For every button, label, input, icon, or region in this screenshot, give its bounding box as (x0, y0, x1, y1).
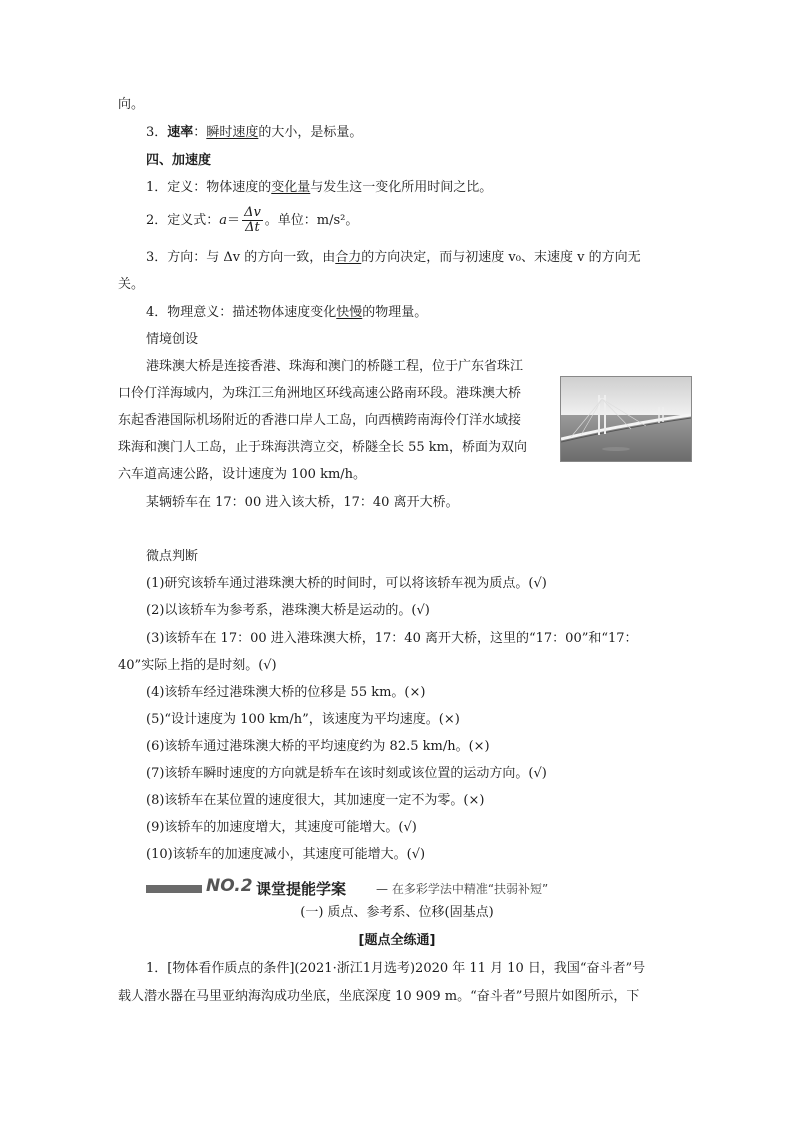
judgment-item: (1)研究该轿车通过港珠澳大桥的时间时，可以将该轿车视为质点。(√) (146, 576, 547, 591)
context-paragraph: 六车道高速公路，设计速度为 100 km/h。 (118, 467, 367, 482)
question-text: 载人潜水器在马里亚纳海沟成功坐底，坐底深度 10 909 m。“奋斗者”号照片如图所示，下 (118, 989, 640, 1004)
bridge-photo (560, 376, 692, 462)
context-paragraph: 珠海和澳门人工岛，止于珠海洪湾立交，桥隧全长 55 km，桥面为双向 (118, 440, 528, 455)
banner-subtitle: — 在多彩学法中精准“扶弱补短” (376, 882, 549, 896)
subsection-subheading: [题点全练通] (358, 933, 436, 948)
judgment-item: 40”实际上指的是时刻。(√) (118, 658, 277, 673)
judgment-item: (3)该轿车在 17：00 进入港珠澳大桥，17：40 离开大桥，这里的“17：00”和“17： (146, 631, 638, 646)
judgment-heading: 微点判断 (146, 549, 199, 564)
judgment-item: (2)以该轿车为参考系，港珠澳大桥是运动的。(√) (146, 603, 430, 618)
accel-formula: 2．定义式：a＝ $\frac{\Delta v}{\Delta t}$ 。单位：m/s²。 (146, 205, 359, 235)
judgment-item: (7)该轿车瞬时速度的方向就是轿车在该时刻或该位置的运动方向。(√) (146, 766, 547, 781)
context-paragraph: 某辆轿车在 17：00 进入该大桥，17：40 离开大桥。 (146, 495, 459, 510)
banner-title: 课堂提能学案 (256, 880, 347, 898)
accel-direction: 3．方向：与 Δv 的方向一致，由合力的方向决定，而与初速度 v₀、末速度 v 的方向无 (146, 250, 641, 265)
formula-fraction: $\frac{\Delta v}{\Delta t}$ (244, 205, 261, 235)
judgment-item: (6)该轿车通过港珠澳大桥的平均速度约为 82.5 km/h。(×) (146, 739, 490, 754)
context-paragraph: 港珠澳大桥是连接香港、珠海和澳门的桥隧工程，位于广东省珠江 (146, 359, 524, 374)
judgment-item: (10)该轿车的加速度减小，其速度可能增大。(√) (146, 847, 426, 862)
accel-meaning: 4．物理意义：描述物体速度变化快慢的物理量。 (146, 305, 428, 320)
judgment-item: (8)该轿车在某位置的速度很大，其加速度一定不为零。(×) (146, 793, 485, 808)
context-heading: 情境创设 (146, 332, 199, 347)
text-line: 向。 (118, 97, 145, 112)
accel-definition: 1．定义：物体速度的变化量与发生这一变化所用时间之比。 (146, 180, 493, 195)
context-paragraph: 东起香港国际机场附近的香港口岸人工岛，向西横跨南海伶仃洋水域接 (118, 413, 522, 428)
text-line: 关。 (118, 277, 145, 292)
question-text: 1．[物体看作质点的条件](2021·浙江1月选考)2020 年 11 月 10 日，我国“奋斗者”号 (146, 961, 646, 976)
section-heading: 四、加速度 (146, 153, 212, 168)
subsection-heading: (一) 质点、参考系、位移(固基点) (300, 905, 494, 920)
speed-definition: 3．速率：瞬时速度的大小，是标量。 (146, 125, 363, 140)
judgment-item: (9)该轿车的加速度增大，其速度可能增大。(√) (146, 820, 417, 835)
judgment-item: (5)“设计速度为 100 km/h”，该速度为平均速度。(×) (146, 712, 460, 727)
judgment-item: (4)该轿车经过港珠澳大桥的位移是 55 km。(×) (146, 685, 426, 700)
banner-number: NO.2 (206, 876, 253, 896)
banner-bar (146, 885, 202, 893)
section-banner (146, 876, 606, 898)
context-paragraph: 口伶仃洋海域内，为珠江三角洲地区环线高速公路南环段。港珠澳大桥 (118, 386, 522, 401)
